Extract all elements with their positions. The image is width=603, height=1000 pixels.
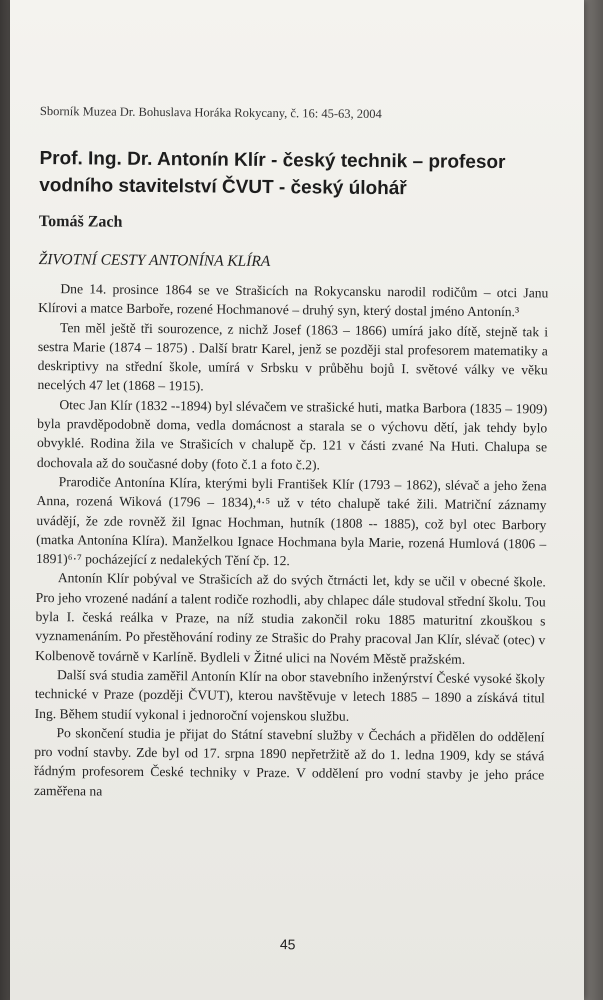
paragraph: Prarodiče Antonína Klíra, kterými byli František Klír (1793 – 1862), slévač a jeho žena Anna, rozená Wiková (1796 – 1834),⁴·⁵ už v této chalupě také žili. Matriční záznamy uvádějí, že zde rovněž žil Ignac Hochman, hutník (1808 -- 1885), což byl otec Barbory (matka Antonína Klíra). Manželkou Ignace Hochmana byla Marie, rozená Humlová (1806 – 1891)⁶·⁷ pocházející z nedalekých Tění čp. 12. — [35, 474, 547, 569]
paragraph: Otec Jan Klír (1832 --1894) byl slévačem ve strašické huti, matka Barbora (1835 – 1909) byla pravděpodobně doma, vedla domácnost a starala se o výchovu dětí, jak tehdy bylo obvyklé. Rodina žila ve Strašicích v chalupě čp. 121 v části zvané Na Huti. Chalupa se dochovala až do současné doby (foto č.1 a foto č.2). — [36, 396, 548, 473]
paragraph: Po skončení studia je přijat do Státní stavební služby v Čechách a přidělen do oddělení pro vodní stavby. Zde byl od 17. srpna 1890 nepřetržitě až do 1. ledna 1909, kdy se stává řádným profesorem České techniky v Praze. V oddělení pro vodní stavby je jeho práce zaměřena na — [33, 724, 545, 799]
book-page — [10, 0, 584, 1000]
article-title: Prof. Ing. Dr. Antonín Klír - český technik – profesor vodního stavitelství ČVUT - český úlohář — [39, 147, 506, 200]
paragraph: Antonín Klír pobýval ve Strašicích až do svých čtrnácti let, kdy se učil v obecné škole. Pro jeho vrozené nadání a talent rodiče rozhodli, aby chlapec dále studoval střední školu. Tou byla I. česká reálka v Praze, na níž studia zakončil roku 1885 maturitní zkouškou s vyznamenáním. Po přestěhování rodiny ze Strašic do Prahy pracoval Jan Klír, slévač (otec) v Kolbenově továrně v Karlíně. Bydleli v Žitné ulici na Novém Městě pražském. — [35, 570, 546, 667]
journal-header: Sborník Muzea Dr. Bohuslava Horáka Rokycany, č. 16: 45-63, 2004 — [39, 104, 382, 121]
section-title: ŽIVOTNÍ CESTY ANTONÍNA KLÍRA — [38, 250, 271, 271]
page-content — [33, 104, 550, 953]
paragraph: Ten měl ještě tři sourozence, z nichž Josef (1863 – 1866) umírá jako dítě, stejně tak i sestra Marie (1874 – 1875) . Další bratr Karel, jenž se později stal profesorem matematiky a deskriptivy na střední škole, umírá v Srbsku v průběhu bojů I. světové války ve věku necelých 47 let (1868 – 1915). — [37, 319, 549, 394]
page-number: 45 — [279, 936, 296, 953]
paragraph: Další svá studia zaměřil Antonín Klír na obor stavebního inženýrství České vysoké školy technické v Praze (později ČVUT), kterou navštěvuje v letech 1885 – 1890 a získává titul Ing. Během studií vykonal i jednoroční vojenskou službu. — [34, 667, 546, 724]
author-name: Tomáš Zach — [38, 212, 123, 231]
paragraph: Dne 14. prosince 1864 se ve Strašicích na Rokycansku narodil rodičům – otci Janu Klírovi a matce Barboře, rozené Hochmanové – druhý syn, který dostal jméno Antonín.³ — [38, 281, 549, 320]
